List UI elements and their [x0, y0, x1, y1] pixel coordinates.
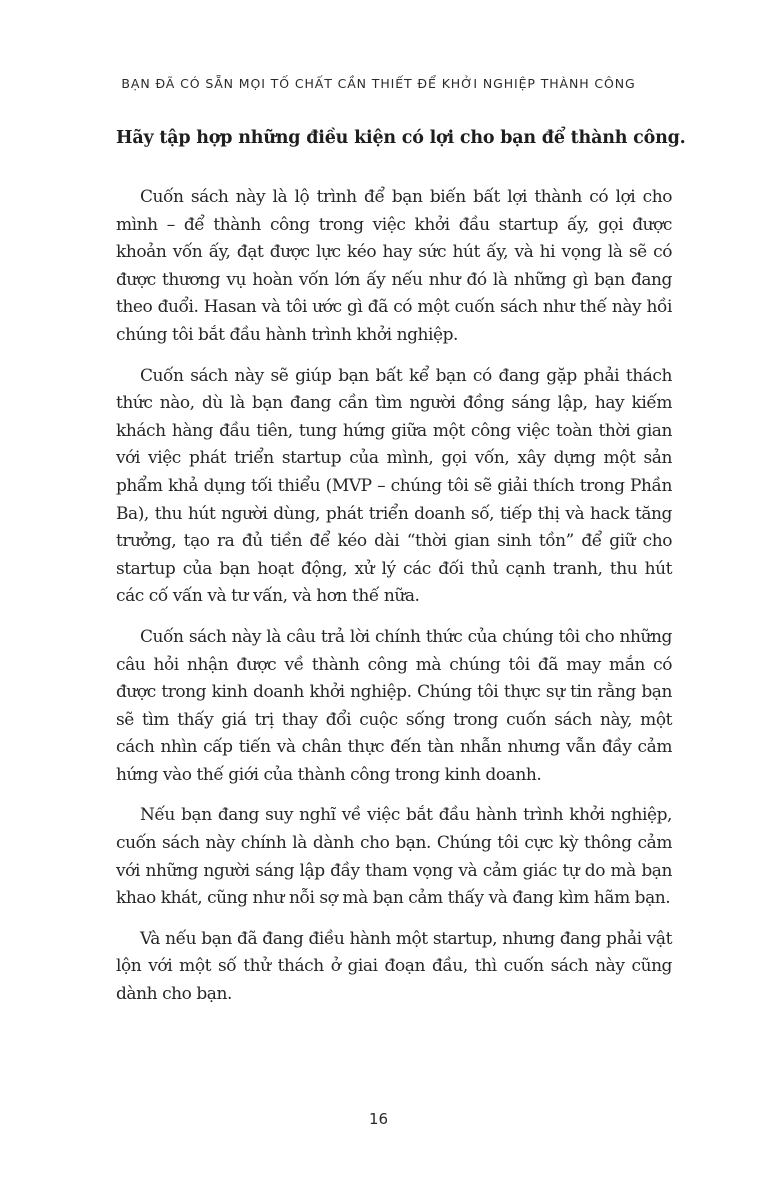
paragraph-thinking-about-starting: Nếu bạn đang suy nghĩ về việc bắt đầu hành trình khởi nghiệp, cuốn sách này chính là dành cho bạn. Chúng tôi cực kỳ thông cảm với những người sáng lập đầy tham vọng và cảm giác tự do mà bạn khao khát, cũng như nỗi sợ mà bạn cảm thấy và đang kìm hãm bạn. [116, 805, 672, 909]
body-text [116, 122, 686, 1009]
lead-sentence: Hãy tập hợp những điều kiện có lợi cho bạn để thành công. [116, 128, 686, 148]
paragraph-already-running: Và nếu bạn đã đang điều hành một startup, nhưng đang phải vật lộn với một số thử thách ở giai đoạn đầu, thì cuốn sách này cũng dành cho bạn. [116, 928, 672, 1005]
page-number: 16 [368, 1110, 389, 1128]
running-header: BẠN ĐÃ CÓ SẴN MỌI TỐ CHẤT CẦN THIẾT ĐỂ KHỞI NGHIỆP THÀNH CÔNG [121, 76, 636, 91]
paragraph-official-answer: Cuốn sách này là câu trả lời chính thức của chúng tôi cho những câu hỏi nhận được về thành công mà chúng tôi đã may mắn có được trong kinh doanh khởi nghiệp. Chúng tôi thực sự tin rằng bạn sẽ tìm thấy giá trị thay đổi cuộc sống trong cuốn sách này, một cách nhìn cấp tiến và chân thực đến tàn nhẫn nhưng vẫn đầy cảm hứng vào thế giới của thành công trong kinh doanh. [116, 626, 672, 785]
paragraph-roadmap: Cuốn sách này là lộ trình để bạn biến bất lợi thành có lợi cho mình – để thành công trong việc khởi đầu startup ấy, gọi được khoản vốn ấy, đạt được lực kéo hay sức hút ấy, và hi vọng là sẽ có được thương vụ hoàn vốn lớn ấy nếu như đó là những gì bạn đang theo đuổi. Hasan và tôi ước gì đã có một cuốn sách như thế này hồi chúng tôi bắt đầu hành trình khởi nghiệp. [116, 187, 672, 345]
paragraph-challenges: Cuốn sách này sẽ giúp bạn bất kể bạn có đang gặp phải thách thức nào, dù là bạn đang cần tìm người đồng sáng lập, hay kiếm khách hàng đầu tiên, tung hứng giữa một công việc toàn thời gian với việc phát triển startup của mình, gọi vốn, xây dựng một sản phẩm khả dụng tối thiểu (MVP – chúng tôi sẽ giải thích trong Phần Ba), thu hút người dùng, phát triển doanh số, tiếp thị và hack tăng trưởng, tạo ra đủ tiền để kéo dài “thời gian sinh tồn” để giữ cho startup của bạn hoạt động, xử lý các đối thủ cạnh tranh, thu hút các cố vấn và tư vấn, và hơn thế nữa. [116, 365, 672, 607]
